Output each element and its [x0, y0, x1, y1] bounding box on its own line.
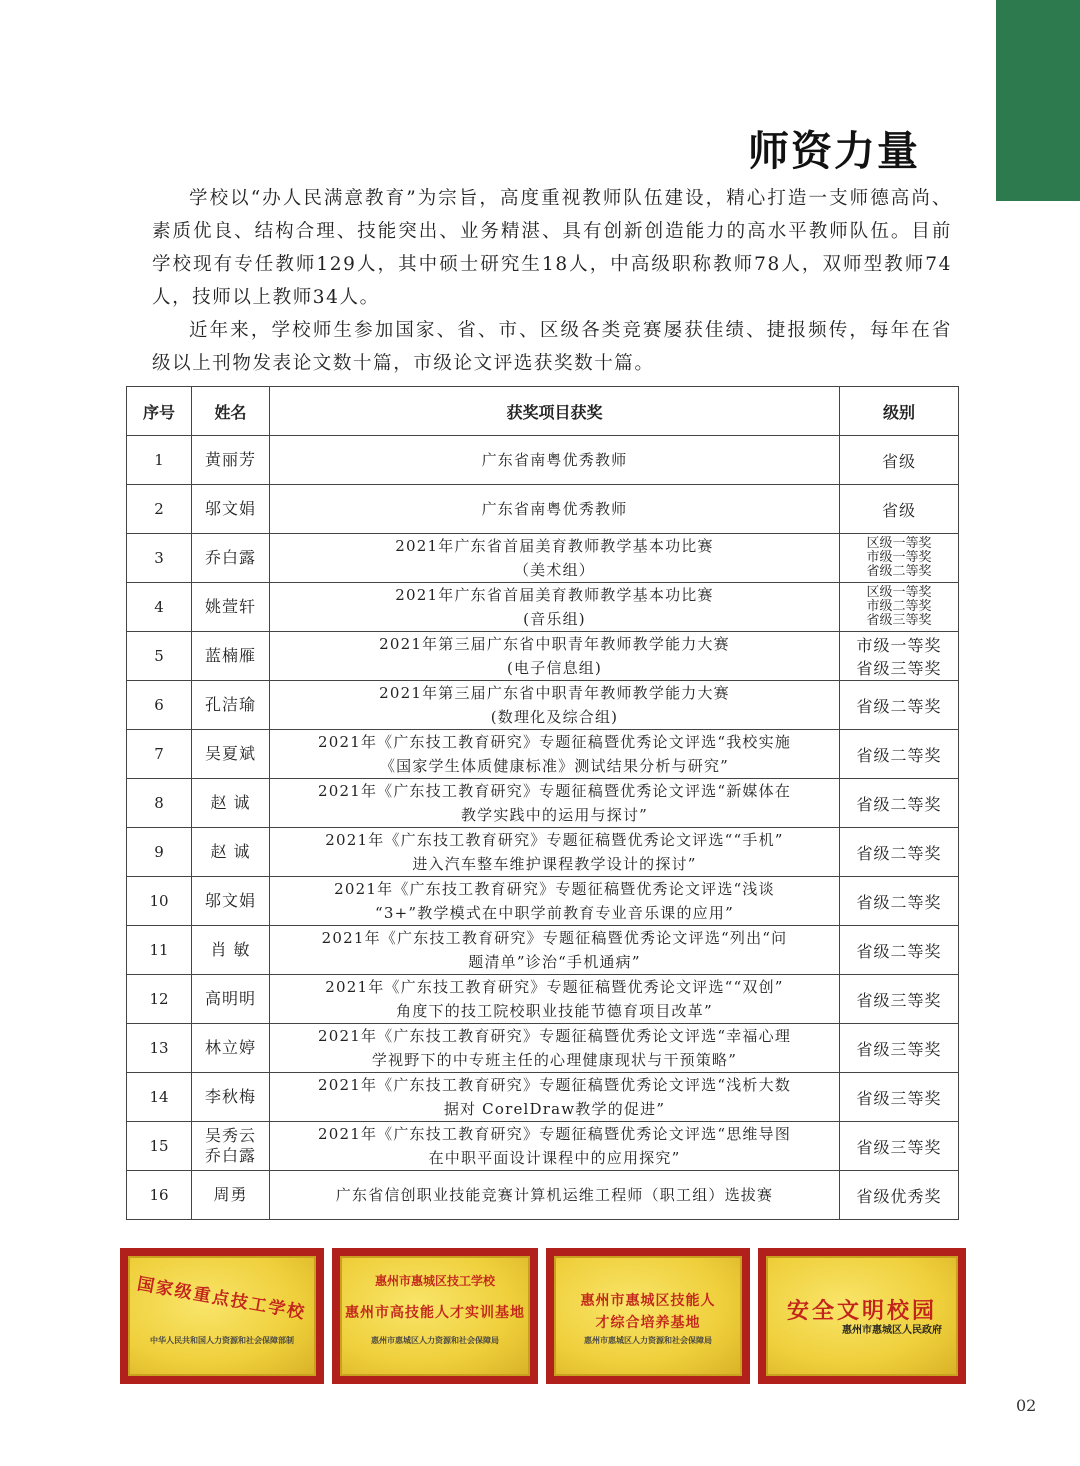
cell-name [192, 1073, 270, 1122]
cell-item-line: 2021年《广东技工教育研究》专题征稿暨优秀论文评选“幸福心理 [317, 1027, 792, 1045]
cell-item-line: 角度下的技工院校职业技能节德育项目改革” [396, 1002, 713, 1020]
cell-no [127, 1073, 192, 1122]
table-row [127, 436, 959, 485]
cell-item-line: 2021年第三届广东省中职青年教师教学能力大赛 [379, 684, 730, 702]
cell-name [192, 681, 270, 730]
cell-no-line: 16 [149, 1186, 169, 1204]
cell-item-line: 2021年《广东技工教育研究》专题征稿暨优秀论文评选“思维导图 [317, 1125, 792, 1143]
cell-item-line: 2021年《广东技工教育研究》专题征稿暨优秀论文评选“浅析大数 [317, 1076, 792, 1094]
table-row [127, 1024, 959, 1073]
cell-item [270, 828, 840, 877]
cell-no-line: 13 [149, 1039, 169, 1057]
cell-item-line: (音乐组) [523, 610, 586, 628]
cell-item-line: 广东省信创职业技能竞赛计算机运维工程师（职工组）选拔赛 [335, 1186, 774, 1204]
cell-name-line: 邬文娟 [204, 499, 256, 518]
cell-item [270, 534, 840, 583]
cell-level-line: 省级二等奖 [856, 794, 942, 814]
cell-name-line: 李秋梅 [204, 1087, 256, 1106]
cell-level [840, 681, 959, 730]
cell-no [127, 877, 192, 926]
plaque-school: 惠州市惠城区技工学校 [374, 1274, 495, 1288]
cell-no-line: 5 [154, 647, 164, 665]
cell-name-line: 邬文娟 [204, 891, 256, 910]
cell-name [192, 975, 270, 1024]
cell-item [270, 681, 840, 730]
cell-no-line: 12 [149, 990, 169, 1008]
cell-name-line: 周勇 [213, 1185, 248, 1204]
cell-item [270, 1122, 840, 1171]
cell-level-line: 省级三等奖 [856, 1088, 942, 1108]
cell-item [270, 485, 840, 534]
cell-level-line: 省级 [881, 451, 916, 471]
cell-level [840, 583, 959, 632]
cell-name-line: 赵 诚 [210, 842, 251, 861]
cell-no-line: 6 [154, 696, 164, 714]
cell-level-line: 省级二等奖 [866, 564, 932, 579]
table-row [127, 1073, 959, 1122]
cell-item-line: 广东省南粤优秀教师 [481, 500, 628, 518]
cell-no [127, 583, 192, 632]
cell-item-line: 2021年《广东技工教育研究》专题征稿暨优秀论文评选“列出“问 [321, 929, 788, 947]
cell-no-line: 15 [149, 1137, 169, 1155]
cell-level-line: 省级三等奖 [856, 990, 942, 1010]
cell-level-line: 区级一等奖 [866, 585, 932, 600]
plaque-training-base [332, 1248, 538, 1384]
cell-name [192, 1122, 270, 1171]
cell-item-line: 进入汽车整车维护课程教学设计的探讨” [412, 855, 697, 873]
cell-item-line: 2021年《广东技工教育研究》专题征稿暨优秀论文评选“我校实施 [317, 733, 792, 751]
cell-no [127, 926, 192, 975]
header-level: 级别 [840, 387, 959, 436]
intro-paragraph-2: 近年来，学校师生参加国家、省、市、区级各类竞赛屡获佳绩、捷报频传，每年在省级以上刊物发表论文数十篇，市级论文评选获奖数十篇。 [152, 320, 952, 374]
cell-no-line: 4 [154, 598, 164, 616]
table-row [127, 730, 959, 779]
cell-no [127, 730, 192, 779]
table-row [127, 877, 959, 926]
cell-level-line: 省级 [881, 500, 916, 520]
cell-name [192, 779, 270, 828]
plaque-title: 惠州市惠城区技能人才综合培养基地 [580, 1293, 716, 1331]
cell-name-line: 孔洁瑜 [204, 695, 256, 714]
cell-item-line: 2021年第三届广东省中职青年教师教学能力大赛 [379, 635, 730, 653]
table-row [127, 779, 959, 828]
cell-level-line: 市级一等奖 [856, 636, 942, 655]
cell-name [192, 583, 270, 632]
cell-no [127, 1171, 192, 1220]
cell-item-line: 《国家学生体质健康标准》测试结果分析与研究” [379, 757, 730, 775]
cell-level-line: 省级二等奖 [856, 696, 942, 716]
cell-name [192, 877, 270, 926]
cell-level [840, 534, 959, 583]
cell-name [192, 730, 270, 779]
cell-no [127, 975, 192, 1024]
cell-name-line: 蓝楠雁 [204, 646, 256, 665]
cell-no-line: 11 [149, 941, 169, 959]
green-corner-tab [996, 0, 1080, 201]
cell-name-line: 乔白露 [204, 1146, 256, 1165]
header-no: 序号 [127, 387, 192, 436]
cell-level-line: 市级一等奖 [866, 550, 932, 565]
cell-level-line: 省级二等奖 [856, 843, 942, 863]
cell-level [840, 730, 959, 779]
cell-name [192, 485, 270, 534]
cell-no [127, 436, 192, 485]
cell-item [270, 779, 840, 828]
table-row [127, 485, 959, 534]
cell-item-line: (电子信息组) [506, 659, 603, 677]
cell-level [840, 1171, 959, 1220]
cell-level [840, 877, 959, 926]
cell-item-line: 广东省南粤优秀教师 [481, 451, 628, 469]
page-title: 师资力量 [748, 127, 920, 175]
cell-no-line: 1 [154, 451, 164, 469]
header-name: 姓名 [192, 387, 270, 436]
cell-item-line: “3+”教学模式在中职学前教育专业音乐课的应用” [375, 904, 734, 922]
cell-name-line: 林立婷 [204, 1038, 256, 1057]
awards-table [126, 386, 959, 1220]
cell-name-line: 高明明 [204, 989, 256, 1008]
cell-item [270, 436, 840, 485]
cell-item [270, 1171, 840, 1220]
cell-item [270, 926, 840, 975]
cell-level [840, 1122, 959, 1171]
cell-name-line: 乔白露 [204, 548, 256, 567]
cell-level [840, 1073, 959, 1122]
cell-level-line: 省级二等奖 [856, 941, 942, 961]
plaque-issuer: 惠州市惠城区人民政府 [842, 1325, 942, 1336]
plaque-title: 安全文明校园 [786, 1298, 937, 1324]
plaque-safe-campus [758, 1248, 966, 1384]
cell-item [270, 632, 840, 681]
cell-item-line: 2021年《广东技工教育研究》专题征稿暨优秀论文评选““手机” [325, 831, 784, 849]
table-row [127, 828, 959, 877]
cell-level [840, 828, 959, 877]
cell-level [840, 779, 959, 828]
plaque-issuer: 中华人民共和国人力资源和社会保障部制 [150, 1335, 294, 1345]
cell-level [840, 1024, 959, 1073]
cell-name [192, 926, 270, 975]
table-row [127, 1171, 959, 1220]
cell-item-line: 教学实践中的运用与探讨” [460, 806, 649, 824]
header-item: 获奖项目获奖 [270, 387, 840, 436]
cell-level-line: 省级二等奖 [856, 745, 942, 765]
cell-no [127, 632, 192, 681]
table-header-row [127, 387, 959, 436]
cell-name [192, 436, 270, 485]
cell-level-line: 省级优秀奖 [856, 1186, 942, 1206]
cell-item-line: 2021年广东省首届美育教师教学基本功比赛 [395, 586, 714, 604]
plaque-title: 国家级重点技工学校 [135, 1274, 308, 1324]
cell-level [840, 485, 959, 534]
cell-no [127, 779, 192, 828]
cell-no-line: 8 [154, 794, 164, 812]
cell-item-line: 题清单”诊治“手机通病” [468, 953, 641, 971]
cell-item-line: 2021年《广东技工教育研究》专题征稿暨优秀论文评选““双创” [325, 978, 784, 996]
cell-name-line: 姚萱轩 [204, 597, 256, 616]
cell-no-line: 14 [149, 1088, 169, 1106]
cell-no [127, 828, 192, 877]
intro-text [152, 182, 952, 380]
cell-name [192, 632, 270, 681]
cell-no-line: 9 [154, 843, 164, 861]
cell-item-line: 2021年广东省首届美育教师教学基本功比赛 [395, 537, 714, 555]
cell-level-line: 省级二等奖 [856, 892, 942, 912]
cell-no [127, 681, 192, 730]
plaque-issuer: 惠州市惠城区人力资源和社会保障局 [371, 1335, 499, 1345]
table-body [127, 436, 959, 1220]
page-number: 02 [1016, 1396, 1037, 1415]
cell-item [270, 583, 840, 632]
cell-item-line: （美术组） [513, 561, 595, 579]
plaque-national [120, 1248, 324, 1384]
cell-name-line: 吴秀云 [204, 1126, 256, 1145]
cell-item-line: 2021年《广东技工教育研究》专题征稿暨优秀论文评选“浅谈 [334, 880, 775, 898]
cell-item-line: 据对 CorelDraw教学的促进” [443, 1100, 666, 1118]
cell-item [270, 1024, 840, 1073]
cell-item [270, 975, 840, 1024]
cell-no-line: 7 [154, 745, 164, 763]
cell-item [270, 1073, 840, 1122]
cell-no [127, 485, 192, 534]
cell-item [270, 877, 840, 926]
cell-level-line: 省级三等奖 [856, 1039, 942, 1059]
cell-no-line: 10 [149, 892, 169, 910]
cell-no [127, 1122, 192, 1171]
table-row [127, 681, 959, 730]
intro-paragraph-1: 学校以“办人民满意教育”为宗旨，高度重视教师队伍建设，精心打造一支师德高尚、素质优良、结构合理、技能突出、业务精湛、具有创新创造能力的高水平教师队伍。目前学校现有专任教师129人，其中硕士研究生18人，中高级职称教师78人，双师型教师74人，技师以上教师34人。 [152, 188, 952, 308]
table-row [127, 926, 959, 975]
table-row [127, 975, 959, 1024]
table-row [127, 1122, 959, 1171]
cell-no-line: 2 [154, 500, 164, 518]
cell-level [840, 926, 959, 975]
cell-name-line: 吴夏斌 [204, 744, 256, 763]
cell-no [127, 534, 192, 583]
cell-level [840, 975, 959, 1024]
cell-name-line: 黄丽芳 [204, 450, 256, 469]
table-row [127, 534, 959, 583]
table-row [127, 632, 959, 681]
table-row [127, 583, 959, 632]
cell-level-line: 省级三等奖 [856, 1137, 942, 1157]
cell-item-line: 2021年《广东技工教育研究》专题征稿暨优秀论文评选“新媒体在 [317, 782, 792, 800]
cell-name [192, 828, 270, 877]
cell-level-line: 市级二等奖 [866, 599, 932, 614]
cell-level [840, 436, 959, 485]
cell-level [840, 632, 959, 681]
cell-item-line: 学视野下的中专班主任的心理健康现状与干预策略” [371, 1051, 738, 1069]
plaque-issuer: 惠州市惠城区人力资源和社会保障局 [584, 1335, 712, 1345]
cell-level-line: 省级三等奖 [856, 659, 942, 678]
cell-item [270, 730, 840, 779]
cell-level-line: 省级三等奖 [866, 613, 932, 628]
cell-name-line: 肖 敏 [210, 940, 251, 959]
cell-name-line: 赵 诚 [210, 793, 251, 812]
cell-item-line: 在中职平面设计课程中的应用探究” [428, 1149, 681, 1167]
plaque-talent-base [546, 1248, 750, 1384]
cell-item-line: (数理化及综合组) [490, 708, 619, 726]
plaque-title: 惠州市高技能人才实训基地 [345, 1305, 525, 1321]
cell-name [192, 1024, 270, 1073]
plaque-gallery [120, 1248, 966, 1384]
cell-name [192, 1171, 270, 1220]
cell-no-line: 3 [154, 549, 164, 567]
cell-no [127, 1024, 192, 1073]
cell-level-line: 区级一等奖 [866, 536, 932, 551]
cell-name [192, 534, 270, 583]
